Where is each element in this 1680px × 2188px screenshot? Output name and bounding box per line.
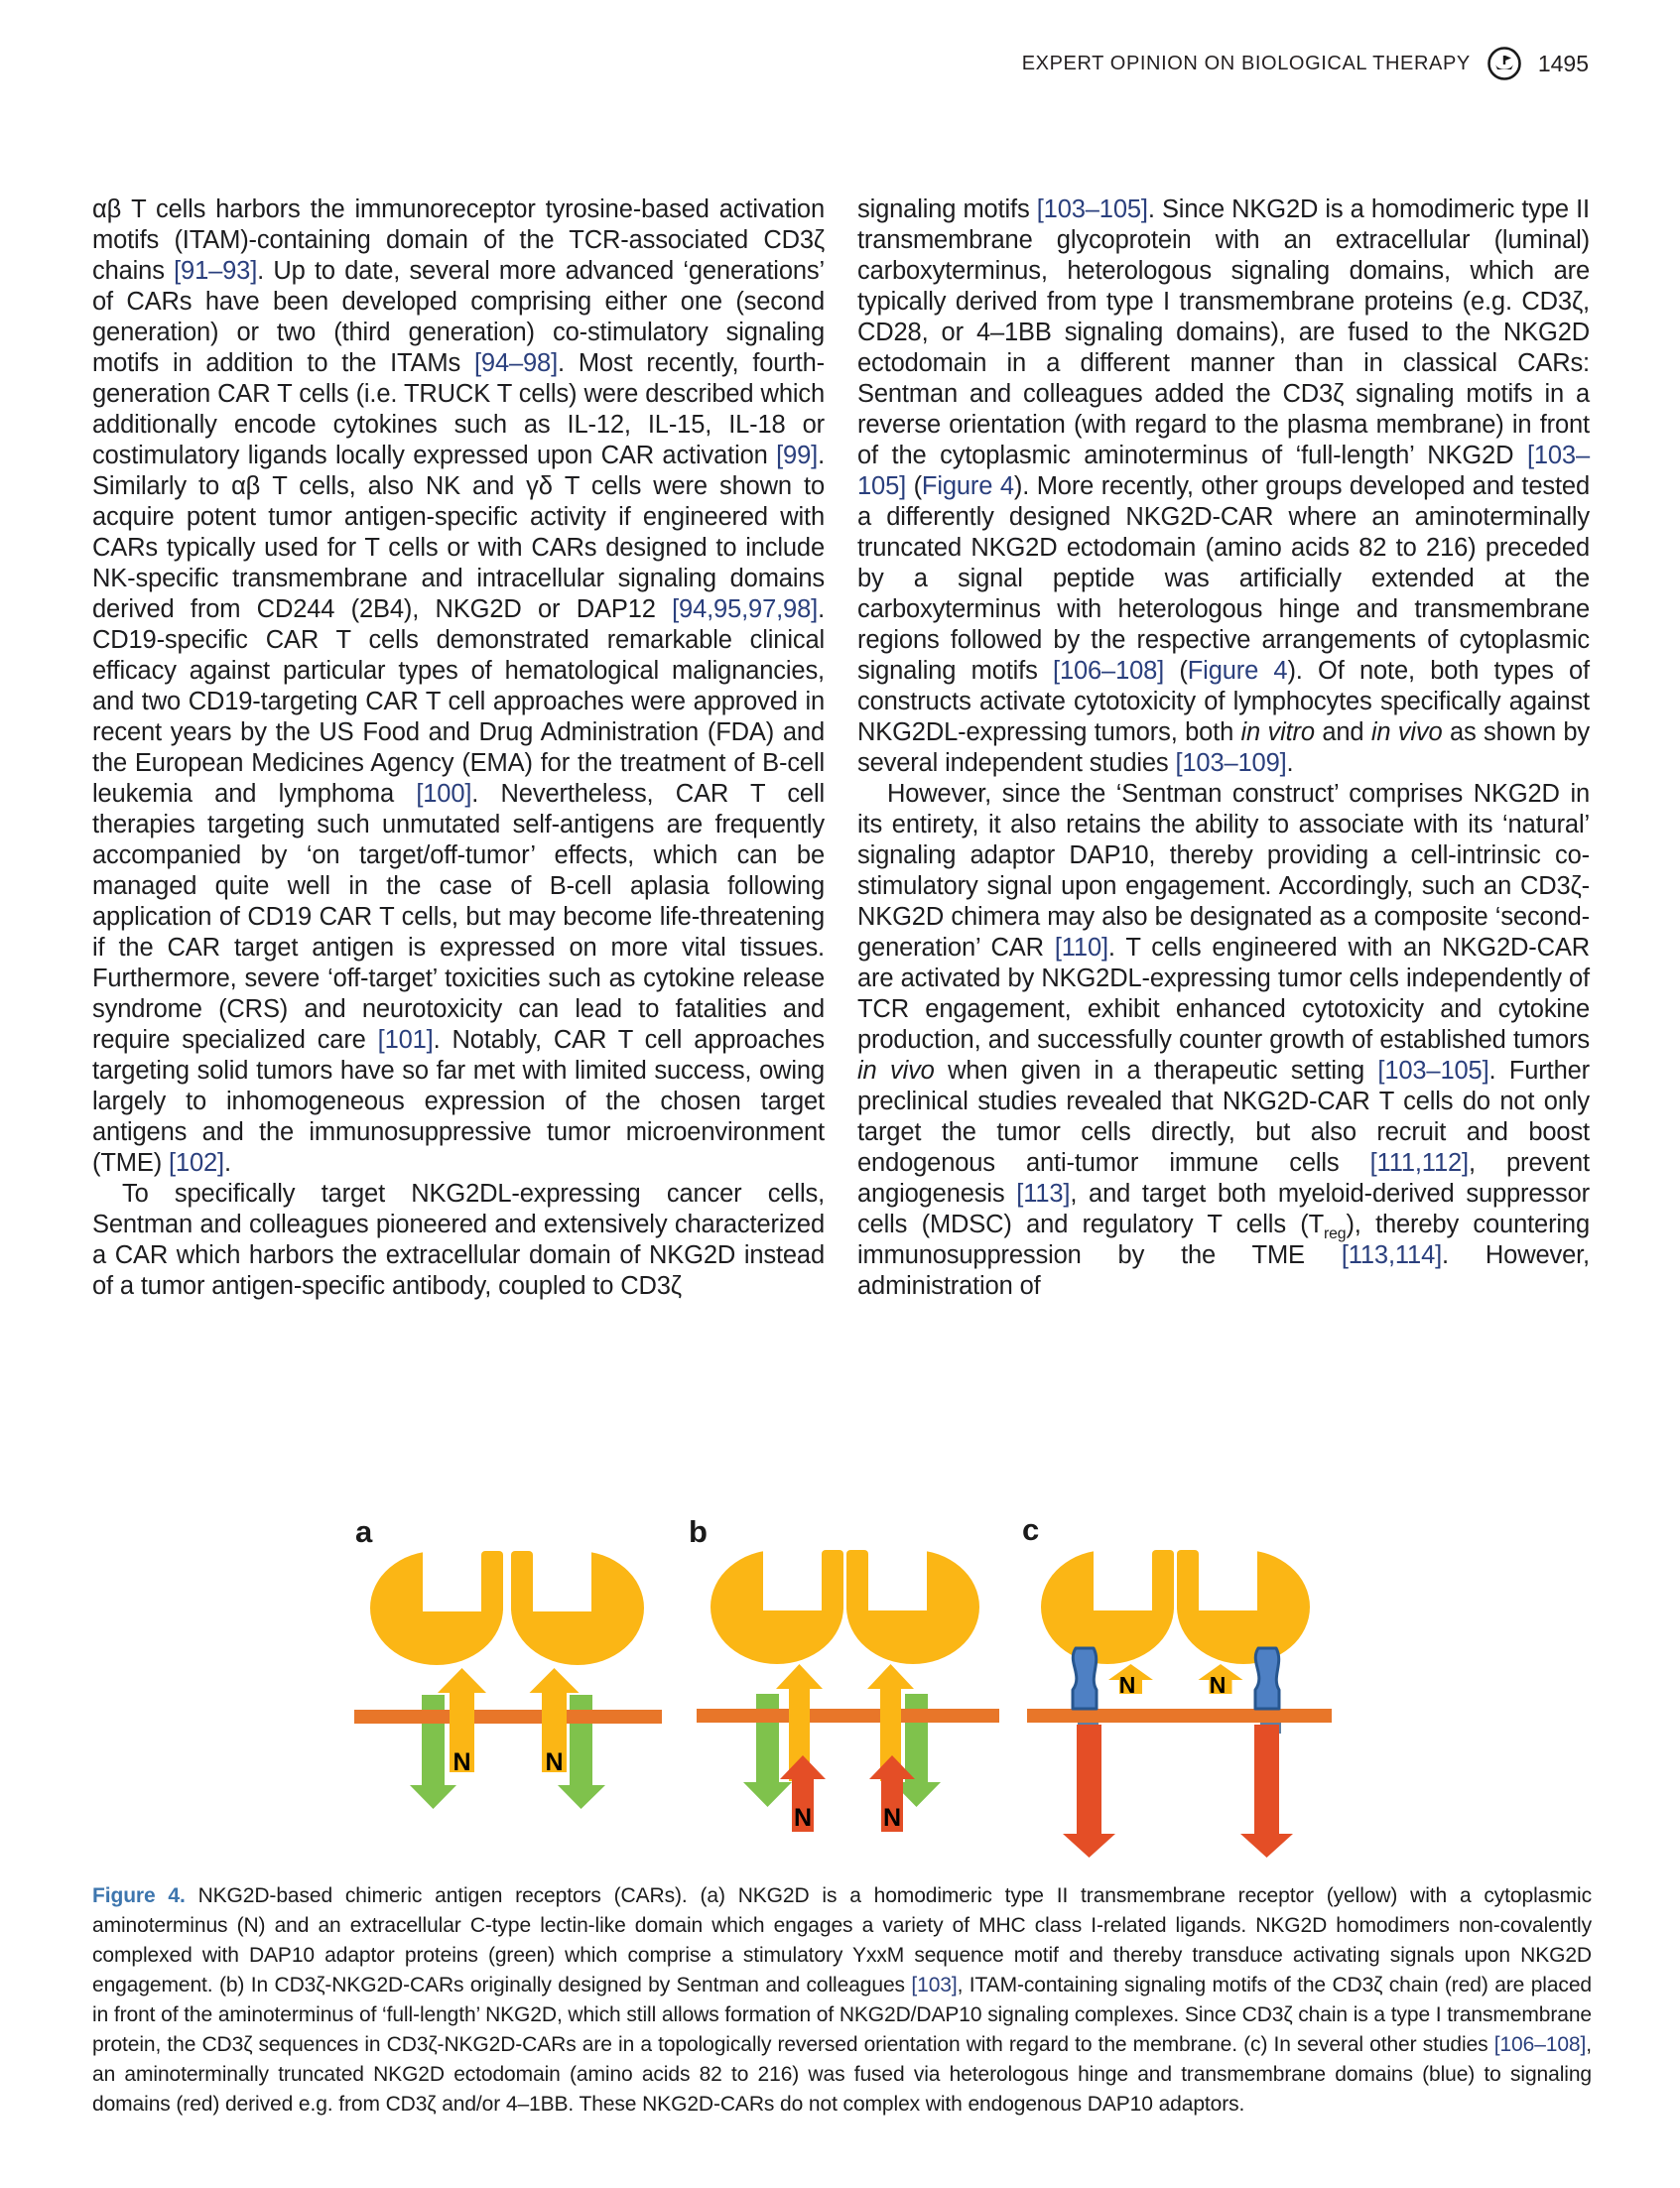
- text-segment: in vivo: [1370, 718, 1443, 746]
- panel-a-label: a: [355, 1514, 373, 1549]
- signaling-domain-arrow: [1063, 1725, 1115, 1858]
- citation-link[interactable]: Figure 4: [1187, 657, 1288, 685]
- text-segment: . Notably, CAR T cell approaches targeting solid tumors have so far met with limited success, owing largely to inhomogeneous expression of the chosen target antigens and the immunosuppressive tumor microenvironment (TME): [92, 1026, 825, 1177]
- body-paragraph: [857, 779, 1590, 1302]
- citation-link[interactable]: [94,95,97,98]: [672, 595, 819, 623]
- text-segment: signaling motifs: [857, 195, 1037, 223]
- nkg2d-ectodomain: [370, 1549, 503, 1665]
- text-segment: . However, administration of: [857, 1241, 1590, 1300]
- citation-link[interactable]: [103–105]: [857, 442, 1590, 500]
- nkg2d-ectodomain: [846, 1548, 979, 1664]
- aminoterminus-label: N: [882, 1804, 902, 1832]
- citation-link[interactable]: [103–105]: [1036, 195, 1148, 223]
- text-segment: To specifically target NKG2DL-expressing cancer cells, Sentman and colleagues pioneered and extensively characterized a CAR which harbors the extracellular domain of NKG2D instead of a tumor antigen-specific antibody, coupled to CD3ζ: [92, 1180, 825, 1300]
- text-segment: . CD19-specific CAR T cells demonstrated remarkable clinical efficacy against particular types of hematological malignancies, and two CD19-targeting CAR T cell approaches were approved in recent years by the US Food and Drug Administration (FDA) and the European Medicines Agency (EMA) for the treatment of B-cell leukemia and lymphoma: [92, 595, 825, 808]
- page-header: [0, 46, 1589, 81]
- body-paragraph: [92, 194, 825, 1179]
- citation-link[interactable]: [103–109]: [1175, 749, 1287, 777]
- citation-link[interactable]: [103–105]: [1377, 1057, 1489, 1085]
- citation-link[interactable]: [110]: [1054, 934, 1108, 962]
- citation-link[interactable]: [106–108]: [1493, 2033, 1587, 2056]
- text-segment: NKG2D-based chimeric antigen receptors (CARs). (a) NKG2D is a homodimeric type II transmembrane receptor (yellow) with a cytoplasmic aminoterminus (N) and an extracellular C-type lectin-like domain which engages a variety of MHC class I-related ligands. NKG2D homodimers non-covalently complexed with DAP10 adaptor proteins (green) which comprise a stimulatory YxxM sequence motif and thereby transduce activating signals upon NKG2D engagement. (b) In CD3ζ-NKG2D-CARs originally designed by Sentman and colleagues: [92, 1884, 1592, 1996]
- text-segment: . Most recently, fourth-generation CAR T cells (i.e. TRUCK T cells) were described which additionally encode cytokines such as IL-12, IL-15, IL-18 or costimulatory ligands locally expressed upon CAR activation: [92, 349, 825, 469]
- text-segment: (: [1164, 657, 1188, 685]
- membrane-bar: [354, 1710, 662, 1724]
- body-paragraph: [92, 1179, 825, 1302]
- citation-link[interactable]: [113]: [1016, 1180, 1071, 1208]
- text-segment: . Nevertheless, CAR T cell therapies targeting such unmutated self-antigens are frequently accompanied by ‘on target/off-tumor’ effects, which can be managed quite well in the case of B-cell aplasia following application of CD19 CAR T cells, but may become life-threatening if the CAR target antigen is expressed on more vital tissues. Furthermore, severe ‘off-target’ toxicities such as cytokine release syndrome (CRS) and neurotoxicity can lead to fatalities and require specialized care: [92, 780, 825, 1054]
- nkg2d-ectodomain: [1177, 1548, 1310, 1664]
- text-segment: ). Of note, both types of constructs activate cytotoxicity of lymphocytes specifically against NKG2DL-expressing tumors, both: [857, 657, 1590, 746]
- aminoterminus-label: N: [452, 1748, 471, 1776]
- membrane-bar: [1027, 1709, 1332, 1723]
- text-segment: and: [1314, 718, 1371, 746]
- panel-b-label: b: [689, 1514, 708, 1549]
- citation-link[interactable]: [106–108]: [1053, 657, 1165, 685]
- text-segment: . Further preclinical studies revealed that NKG2D-CAR T cells do not only target the tumor cells directly, but also recruit and boost endogenous anti-tumor immune cells: [857, 1057, 1590, 1177]
- text-segment: However, since the ‘Sentman construct’ comprises NKG2D in its entirety, it also retains the ability to associate with its ‘natural’ signaling adaptor DAP10, thereby providing a cell-intrinsic co-stimulatory signal upon engagement. Accordingly, such an CD3ζ-NKG2D chimera may also be designated as a composite ‘second-generation’ CAR: [857, 780, 1590, 962]
- aminoterminus-label: N: [793, 1804, 813, 1832]
- aminoterminus-label: N: [1209, 1672, 1227, 1698]
- nkg2d-ectodomain: [711, 1548, 843, 1664]
- page-number: 1495: [1537, 50, 1589, 76]
- car-constructs-figure: [278, 1486, 1409, 1883]
- citation-link[interactable]: [103]: [911, 1974, 958, 1996]
- left-text-column: [92, 194, 825, 1302]
- text-segment: .: [1286, 749, 1294, 777]
- text-segment: when given in a therapeutic setting: [934, 1057, 1378, 1085]
- text-segment: . T cells engineered with an NKG2D-CAR are activated by NKG2DL-expressing tumor cells independently of TCR engagement, exhibit enhanced cytotoxicity and cytokine production, and successfully counter growth of established tumors: [857, 934, 1590, 1054]
- text-segment: (: [906, 472, 922, 500]
- text-segment: reg: [1324, 1225, 1347, 1243]
- aminoterminus-label: N: [545, 1748, 564, 1776]
- figure-4-diagram: [278, 1486, 1409, 1883]
- text-segment: ). More recently, other groups developed and tested a differently designed NKG2D-CAR where an aminoterminally truncated NKG2D ectodomain (amino acids 82 to 216) preceded by a signal peptide was artificially extended at the carboxyterminus with heterologous hinge and transmembrane regions followed by the respective arrangements of cytoplasmic signaling motifs: [857, 472, 1590, 685]
- citation-link[interactable]: [113,114]: [1341, 1241, 1443, 1269]
- text-segment: in vitro: [1240, 718, 1315, 746]
- panel-c-label: c: [1022, 1512, 1040, 1547]
- journal-title: EXPERT OPINION ON BIOLOGICAL THERAPY: [1021, 52, 1471, 74]
- text-segment: . Since NKG2D is a homodimeric type II transmembrane glycoprotein with an extracellular (luminal) carboxyterminus, heterologous signaling domains, which are typically derived from type I transmembrane proteins (e.g. CD3ζ, CD28, or 4–1BB signaling domains), are fused to the NKG2D ectodomain in a different manner than in classical CARs: Sentman and colleagues added the CD3ζ signaling motifs in a reverse orientation (with regard to the plasma membrane) in front of the cytoplasmic aminoterminus of ‘full-length’ NKG2D: [857, 195, 1590, 469]
- nkg2d-ectodomain: [511, 1549, 644, 1665]
- caption-label: Figure 4.: [92, 1884, 186, 1907]
- nkg2d-ectodomain: [1041, 1548, 1174, 1664]
- citation-link[interactable]: [91–93]: [174, 257, 258, 285]
- text-segment: , an aminoterminally truncated NKG2D ectodomain (amino acids 82 to 216) was fused via heterologous hinge and transmembrane domains (blue) to signaling domains (red) derived e.g. from CD3ζ and/or 4–1BB. These NKG2D-CARs do not complex with endogenous DAP10 adaptors.: [92, 2033, 1592, 2116]
- citation-link[interactable]: [94–98]: [473, 349, 559, 377]
- publisher-roundel-icon: [1486, 46, 1522, 81]
- right-text-column: [857, 194, 1590, 1302]
- hinge-transmembrane-band: [1255, 1648, 1279, 1709]
- citation-link[interactable]: [102]: [169, 1149, 224, 1177]
- hinge-transmembrane-band: [1073, 1648, 1097, 1709]
- aminoterminus-label: N: [1118, 1672, 1136, 1698]
- text-segment: αβ T cells harbors the immunoreceptor tyrosine-based activation motifs (ITAM)-containing domain of the TCR-associated CD3ζ chains: [92, 195, 825, 285]
- text-segment: , ITAM-containing signaling motifs of the CD3ζ chain (red) are placed in front of the aminoterminus of ‘full-length’ NKG2D, which still allows formation of NKG2D/DAP10 signaling complexes. Since CD3ζ chain is a type I transmembrane protein, the CD3ζ sequences in CD3ζ-NKG2D-CARs are in a topologically reversed orientation with regard to the membrane. (c) In several other studies: [92, 1974, 1592, 2056]
- figure-caption: [92, 1881, 1592, 2120]
- text-segment: , prevent angiogenesis: [857, 1149, 1590, 1208]
- text-segment: as shown by several independent studies: [857, 718, 1591, 777]
- text-segment: , and target both myeloid-derived suppressor cells (MDSC) and regulatory T cells (T: [857, 1180, 1590, 1238]
- citation-link[interactable]: [111,112]: [1369, 1149, 1469, 1177]
- signaling-domain-arrow: [1240, 1725, 1293, 1858]
- citation-link[interactable]: [100]: [416, 780, 472, 808]
- membrane-bar: [697, 1709, 999, 1723]
- citation-link[interactable]: [99]: [776, 442, 819, 469]
- text-segment: ), thereby countering immunosuppression by the TME: [857, 1211, 1590, 1269]
- text-segment: . Similarly to αβ T cells, also NK and γδ T cells were shown to acquire potent tumor antigen-specific activity if engineered with CARs typically used for T cells or with CARs designed to include NK-specific transmembrane and intracellular signaling domains derived from CD244 (2B4), NKG2D or DAP12: [92, 442, 825, 623]
- text-segment: .: [223, 1149, 231, 1177]
- text-segment: . Up to date, several more advanced ‘generations’ of CARs have been developed comprising either one (second generation) or two (third generation) co-stimulatory signaling motifs in addition to the ITAMs: [92, 257, 825, 377]
- citation-link[interactable]: Figure 4: [921, 472, 1014, 500]
- citation-link[interactable]: [101]: [377, 1026, 434, 1054]
- body-paragraph: [857, 194, 1590, 779]
- text-segment: in vivo: [857, 1057, 935, 1085]
